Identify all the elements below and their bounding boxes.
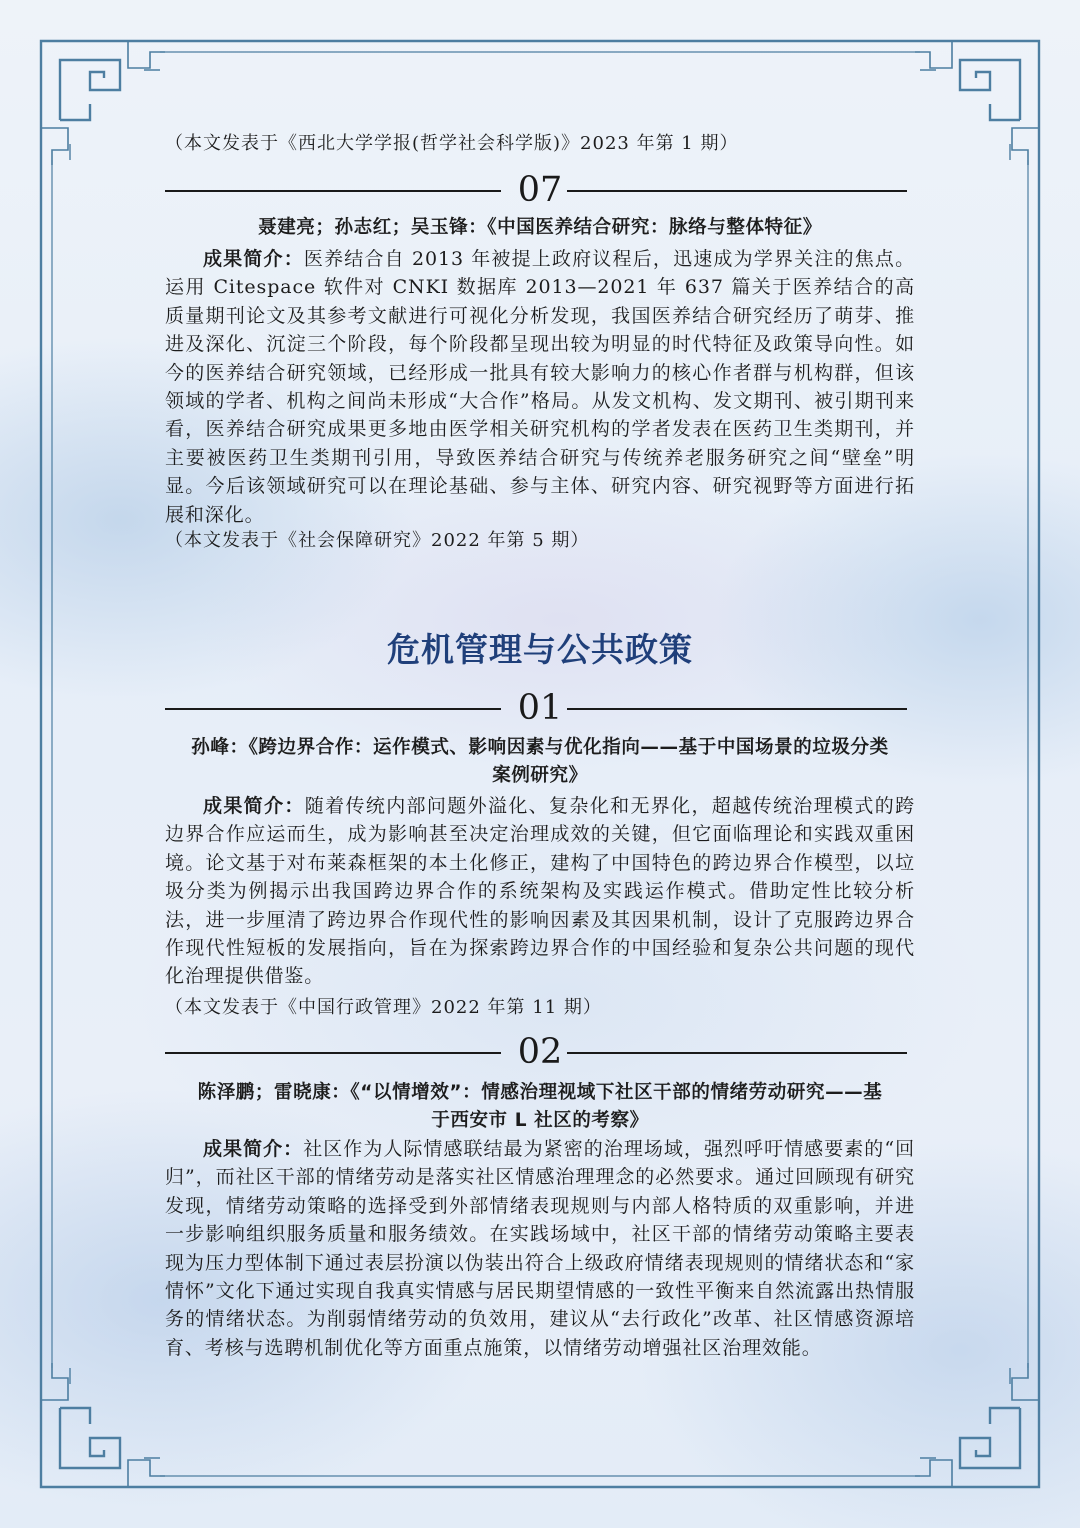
frame-corner-ornament-bottom-right [915,1363,1039,1487]
summary-label: 成果简介： [203,248,304,270]
entry-divider-01 [165,686,915,730]
entry-divider-07 [165,168,915,212]
entry-divider-02 [165,1030,915,1074]
entry-number: 02 [517,1032,563,1072]
entry-title-line2: 于西安市 L 社区的考察》 [431,1110,649,1131]
entry-summary [165,792,915,991]
divider-line-right [567,708,907,710]
section-heading: 危机管理与公共政策 [387,630,693,669]
summary-text: 随着传统内部问题外溢化、复杂化和无界化，超越传统治理模式的跨边界合作应运而生，成为影响甚至决定治理成效的关键，但它面临理论和实践双重困境。论文基于对布莱森框架的本土化修正，建构了中国特色的跨边界合作模型，以垃圾分类为例揭示出我国跨边界合作的系统架构及实践运作模式。借助定性比较分析法，进一步厘清了跨边界合作现代性的影响因素及其因果机制，设计了克服跨边界合作现代性短板的发展指向，旨在为探索跨边界合作的中国经验和复杂公共问题的现代化治理提供借鉴。 [165,795,915,988]
entry-title-line1: 孙峰：《跨边界合作：运作模式、影响因素与优化指向——基于中国场景的垃圾分类 [191,737,889,758]
summary-label: 成果简介： [203,1138,304,1160]
summary-label: 成果简介： [203,795,305,817]
entry-title-line1: 陈泽鹏；雷晓康：《“以情增效”：情感治理视域下社区干部的情绪劳动研究——基 [197,1082,883,1103]
divider-line-right [567,1052,907,1054]
previous-entry-source: （本文发表于《西北大学学报(哲学社会科学版)》2023 年第 1 期） [165,133,739,154]
entry-source: （本文发表于《中国行政管理》2022 年第 11 期） [165,997,602,1018]
frame-corner-ornament-bottom-left [41,1363,165,1487]
summary-text: 医养结合自 2013 年被提上政府议程后，迅速成为学界关注的焦点。运用 Citespace 软件对 CNKI 数据库 2013—2021 年 637 篇关于医养结合的高质量期刊论文及其参考文献进行可视化分析发现，我国医养结合研究经历了萌芽、推进及深化、沉淀三个阶段，每个阶段都呈现出较为明显的时代特征及政策导向性。如今的医养结合研究领域，已经形成一批具有较大影响力的核心作者群与机构群，但该领域的学者、机构之间尚未形成“大合作”格局。从发文机构、发文期刊、被引期刊来看，医养结合研究成果更多地由医学相关研究机构的学者发表在医药卫生类期刊，并主要被医药卫生类期刊引用，导致医养结合研究与传统养老服务研究之间“壁垒”明显。今后该领域研究可以在理论基础、参与主体、研究内容、研究视野等方面进行拓展和深化。 [165,248,915,526]
summary-text: 社区作为人际情感联结最为紧密的治理场域，强烈呼吁情感要素的“回归”，而社区干部的情绪劳动是落实社区情感治理理念的必然要求。通过回顾现有研究发现，情绪劳动策略的选择受到外部情绪表现规则与内部人格特质的双重影响，并进一步影响组织服务质量和服务绩效。在实践场域中，社区干部的情绪劳动策略主要表现为压力型体制下通过表层扮演以伪装出符合上级政府情绪表现规则的情绪状态和“家情怀”文化下通过实现自我真实情感与居民期望情感的一致性平衡来自然流露出热情服务的情绪状态。为削弱情绪劳动的负效用，建议从“去行政化”改革、社区情感资源培育、考核与选聘机制优化等方面重点施策，以情绪劳动增强社区治理效能。 [165,1138,915,1359]
entry-title: 聂建亮；孙志红；吴玉锋：《中国医养结合研究：脉络与整体特征》 [258,217,822,238]
frame-corner-ornament-top-right [915,41,1039,165]
entry-number: 07 [517,170,563,210]
entry-number: 01 [517,688,563,728]
divider-line-right [567,190,907,192]
frame-corner-ornament-top-left [41,41,165,165]
entry-title-line2: 案例研究》 [492,765,588,786]
entry-source: （本文发表于《社会保障研究》2022 年第 5 期） [165,530,590,551]
entry-summary [165,1135,915,1362]
entry-summary [165,245,915,529]
